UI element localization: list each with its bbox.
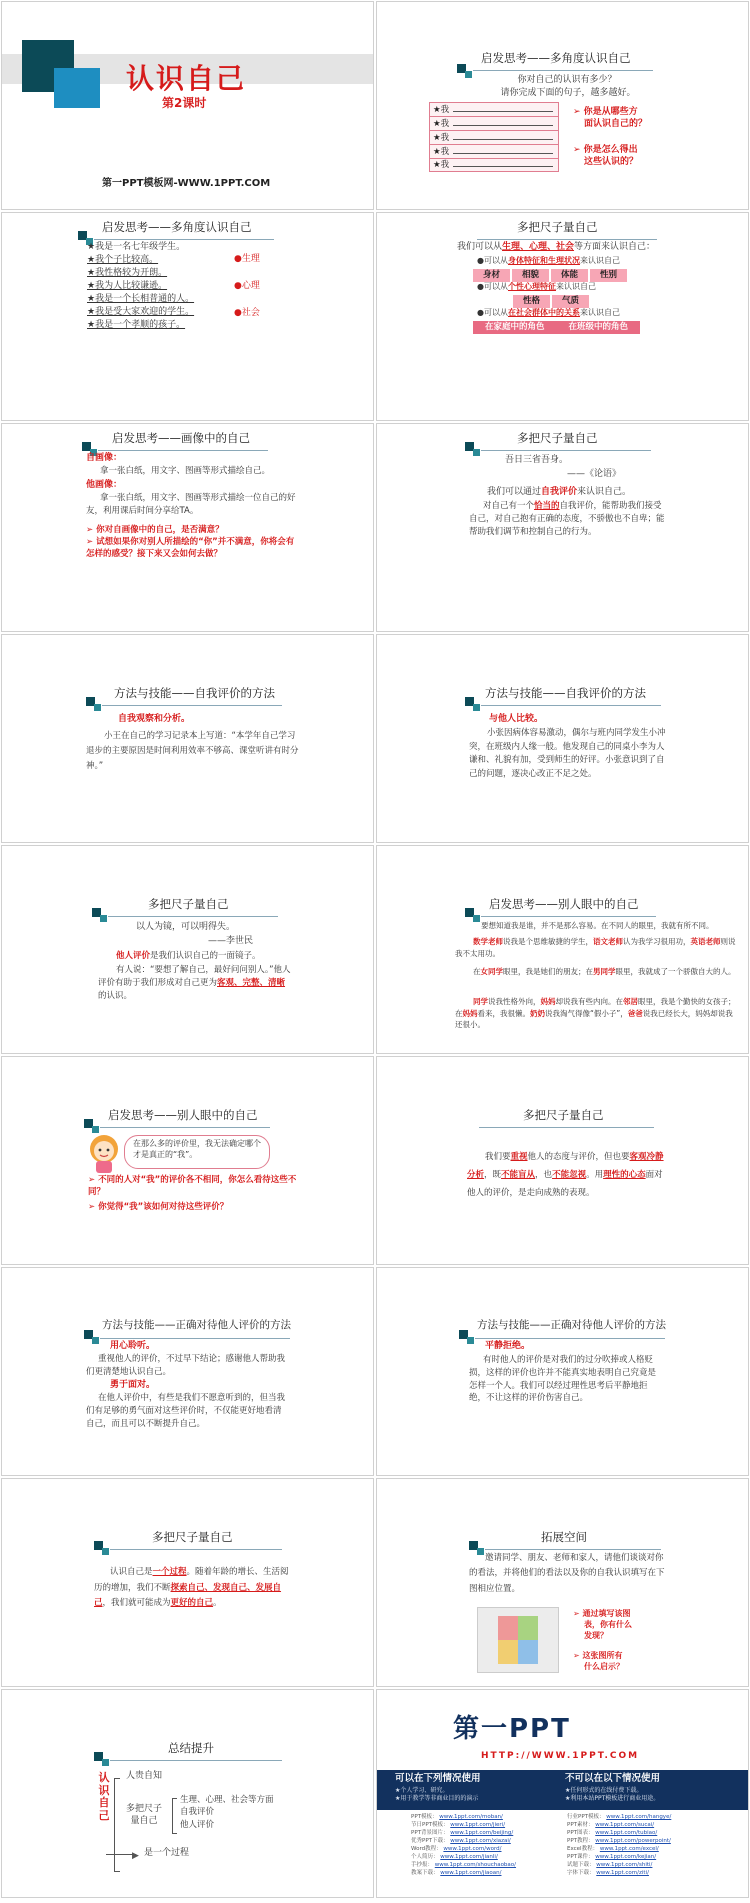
brace-sub bbox=[172, 1798, 177, 1834]
logo-square-blue bbox=[54, 68, 100, 108]
method-title: 与他人比较。 bbox=[489, 714, 544, 724]
slide-method-3[interactable] bbox=[1, 1267, 374, 1476]
heading-rule bbox=[481, 450, 651, 451]
slide-heading: 方法与技能——自我评价的方法 bbox=[114, 686, 275, 700]
process-body: 认识自己是一个过程。随着年龄的增长、生活阅历的增加，我们不断探索自己、发现自己、发展自己，我们就可能成为更好的自己。 bbox=[94, 1567, 289, 1609]
link-row[interactable]: 手抄报： www.1ppt.com/shouchaobao/ bbox=[411, 1861, 517, 1868]
heading-rule bbox=[94, 239, 274, 240]
ask-2: ➢ 你是怎么得出 这些认识的？ bbox=[573, 145, 639, 168]
heading-rule bbox=[108, 916, 278, 917]
lead-line: 我们可以从生理、心理、社会等方面来认识自己： bbox=[457, 242, 656, 252]
box-gender: 性别 bbox=[590, 269, 627, 282]
link-row[interactable]: 字体下载： www.1ppt.com/ziti/ bbox=[567, 1869, 649, 1876]
heading-rule bbox=[110, 1760, 282, 1761]
method-title-1: 用心聆听。 bbox=[110, 1341, 156, 1351]
speech-bubble: 在那么多的评价里，我无法确定哪个才是真正的“我”。 bbox=[124, 1135, 270, 1169]
quote-source: ——《论语》 bbox=[567, 469, 622, 479]
heading-rule bbox=[479, 1127, 654, 1128]
tag-society: ●社会 bbox=[234, 308, 260, 318]
heading-rule bbox=[473, 70, 653, 71]
sentence-row[interactable]: ★我 bbox=[430, 103, 558, 117]
slide-main-title: 认识自己 bbox=[126, 62, 247, 95]
method-body: 小张因病体容易激动，偶尔与班内同学发生小冲突，在班级内人缘一般。他发现自己的同桌小李为人谦和、礼貌有加，受到师生的好评。小张意识到了自己的问题，逐决心改正不足之处。 bbox=[469, 728, 666, 779]
link-row[interactable]: PPT课件： www.1ppt.com/kejian/ bbox=[567, 1853, 657, 1860]
slide-heading: 多把尺子量自己 bbox=[148, 897, 229, 911]
heading-square-small bbox=[100, 915, 107, 922]
cannot-use-title: 不可以在以下情况使用 bbox=[565, 1773, 661, 1784]
ask-2: ➢ 这张图所有 什么启示？ bbox=[573, 1651, 624, 1671]
arrow-icon: ▶ bbox=[132, 1851, 139, 1861]
node-process: 是一个过程 bbox=[144, 1848, 190, 1858]
link-row[interactable]: 教案下载： www.1ppt.com/jiaoan/ bbox=[411, 1869, 502, 1876]
tag-physiology: ●生理 bbox=[234, 254, 260, 264]
box-looks: 相貌 bbox=[512, 269, 549, 282]
slide-heading: 多把尺子量自己 bbox=[152, 1530, 233, 1544]
site-text: 第一PPT模板网-WWW.1PPT.COM bbox=[102, 178, 271, 189]
heading-square-small bbox=[102, 1759, 109, 1766]
question-line-2: 请你完成下面的句子，越多越好。 bbox=[500, 88, 636, 98]
heading-square-small bbox=[92, 1126, 99, 1133]
extension-body: 邀请同学、朋友、老师和家人，请他们谈谈对你的看法，并将他们的看法以及你的自我认识填写在下图相应位置。 bbox=[469, 1553, 665, 1594]
slide-heading: 多把尺子量自己 bbox=[517, 220, 598, 234]
other-eval-line: 他人评价是我们认识自己的一面镜子。 bbox=[116, 951, 261, 961]
quote-source: ——李世民 bbox=[208, 936, 254, 946]
other-eval-body: 有人说：“要想了解自己，最好问问别人。”他人评价有助于我们形成对自己更为客观、完整、清晰的认识。 bbox=[98, 965, 291, 1002]
bullet-social: ●可以从在社会群体中的关系来认识自己 bbox=[477, 308, 620, 317]
heading-rule bbox=[485, 1549, 661, 1550]
heading-rule bbox=[481, 705, 661, 706]
sentence-row[interactable]: ★我 bbox=[430, 145, 558, 159]
self-eval-line: 我们可以通过自我评价来认识自己。 bbox=[487, 487, 632, 497]
link-row[interactable]: PPT背景图片： www.1ppt.com/beijing/ bbox=[411, 1829, 514, 1836]
method-body-1: 重视他人的评价，不过早下结论；感谢他人帮助我们更清楚地认识自己。 bbox=[86, 1354, 286, 1377]
question-1: ➢ 不同的人对“我”的评价各不相同，你怎么看待这些不同？ bbox=[88, 1175, 297, 1197]
slide-heading: 拓展空间 bbox=[541, 1530, 587, 1544]
girl-cartoon-icon bbox=[86, 1133, 122, 1175]
slide-subtitle: 第2课时 bbox=[162, 96, 207, 110]
link-row[interactable]: 节日PPT模板： www.1ppt.com/jieri/ bbox=[411, 1821, 506, 1828]
para-classmates: 在女同学眼里，我是她们的朋友；在男同学眼里，我就成了一个骄傲自大的人。 bbox=[473, 967, 736, 976]
brand-logo: 第一PPT bbox=[453, 1714, 571, 1744]
heading-rule bbox=[475, 1338, 665, 1339]
self-statements: ★我是一名七年级学生。 ★我个子比较高。 ★我性格较为开朗。 ★我为人比较谦逊。 ★我是一个长相普通的人。 ★我是受大家欢迎的学生。 ★我是一个孝顺的孩子。 bbox=[87, 242, 195, 331]
heading-rule bbox=[481, 916, 656, 917]
sentence-row[interactable]: ★我 bbox=[430, 159, 558, 172]
slide-thinking-1[interactable] bbox=[376, 1, 749, 210]
intro: 要想知道我是谁，并不是那么容易。在不同人的眼里，我就有所不同。 bbox=[481, 921, 714, 930]
box-family-role: 在家庭中的角色 bbox=[473, 321, 557, 334]
heading-square-small bbox=[473, 704, 480, 711]
sentence-row[interactable]: ★我 bbox=[430, 131, 558, 145]
method-title: 自我观察和分析。 bbox=[118, 714, 191, 724]
johari-window-image bbox=[477, 1607, 559, 1673]
link-row[interactable]: PPT模板： www.1ppt.com/moban/ bbox=[411, 1814, 503, 1820]
method-title: 平静拒绝。 bbox=[485, 1341, 531, 1351]
box-class-role: 在班级中的角色 bbox=[557, 321, 641, 334]
slide-heading: 方法与技能——正确对待他人评价的方法 bbox=[102, 1319, 291, 1331]
tag-psychology: ●心理 bbox=[234, 281, 260, 291]
heading-square-small bbox=[102, 1548, 109, 1555]
question-1: ➢ 你对自画像中的自己，是否满意？ bbox=[86, 525, 224, 535]
brand-url[interactable]: HTTP://WWW.1PPT.COM bbox=[481, 1751, 640, 1761]
link-row[interactable]: 行业PPT模板： www.1ppt.com/hangye/ bbox=[567, 1814, 672, 1820]
links-right bbox=[567, 1814, 671, 1878]
ask-1: ➢ 通过填写该图 表，你有什么 发现？ bbox=[573, 1609, 632, 1640]
box-temperament: 气质 bbox=[552, 295, 589, 308]
slide-heading: 方法与技能——正确对待他人评价的方法 bbox=[477, 1319, 666, 1331]
heading-square-small bbox=[465, 71, 472, 78]
question-2: ➢ 试想如果你对别人所描绘的“你”并不满意，你将会有怎样的感受？接下来又会如何去做？ bbox=[86, 537, 295, 559]
link-row[interactable]: PPT教程： www.1ppt.com/powerpoint/ bbox=[567, 1837, 671, 1844]
links-left bbox=[411, 1814, 516, 1878]
bullet-physical: ●可以从身体特征和生理状况来认识自己 bbox=[477, 256, 620, 265]
heading-square-small bbox=[94, 704, 101, 711]
slide-heading: 启发思考——别人眼中的自己 bbox=[489, 897, 639, 911]
summary-root: 认识自己 bbox=[98, 1771, 110, 1822]
question-line-1: 你对自己的认识有多少？ bbox=[517, 75, 617, 85]
method-body: 小王在自己的学习记录本上写道：“本学年自己学习退步的主要原因是时间利用效率不够高、课堂听讲有时分神。” bbox=[86, 731, 299, 771]
heading-square-small bbox=[473, 449, 480, 456]
slide-heading: 多把尺子量自己 bbox=[517, 431, 598, 445]
slide-heading: 总结提升 bbox=[168, 1741, 214, 1755]
quote: 吾日三省吾身。 bbox=[505, 455, 569, 465]
box-body: 身材 bbox=[473, 269, 510, 282]
link-row[interactable]: 试题下载： www.1ppt.com/shiti/ bbox=[567, 1861, 653, 1868]
sentence-box bbox=[429, 102, 559, 172]
heading-square-small bbox=[92, 1337, 99, 1344]
usage-band bbox=[377, 1770, 749, 1810]
slide-copyright[interactable] bbox=[376, 1689, 749, 1898]
box-stamina: 体能 bbox=[551, 269, 588, 282]
link-row[interactable]: Word教程： www.1ppt.com/word/ bbox=[411, 1845, 502, 1852]
slide-heading: 启发思考——多角度认识自己 bbox=[481, 51, 631, 65]
method-title-2: 勇于面对。 bbox=[110, 1380, 156, 1390]
slide-heading: 方法与技能——自我评价的方法 bbox=[485, 686, 646, 700]
self-eval-body: 对自己有一个恰当的自我评价，能帮助我们接受自己，对自己抱有正确的态度，不骄傲也不自卑；能帮助我们调节和控制自己的行为。 bbox=[469, 501, 665, 538]
heading-rule bbox=[102, 705, 282, 706]
link-row[interactable]: PPT素材： www.1ppt.com/sucai/ bbox=[567, 1821, 655, 1828]
ask-1: ➢ 你是从哪些方 面认识自己的？ bbox=[573, 107, 648, 130]
slide-heading: 启发思考——别人眼中的自己 bbox=[108, 1108, 258, 1122]
slide-title[interactable] bbox=[1, 1, 374, 210]
slide-summary[interactable] bbox=[1, 1689, 374, 1898]
slide-heading: 多把尺子量自己 bbox=[523, 1108, 604, 1122]
sentence-row[interactable]: ★我 bbox=[430, 117, 558, 131]
slide-rulers-3[interactable] bbox=[1, 845, 374, 1054]
link-row[interactable]: PPT图表： www.1ppt.com/tubiao/ bbox=[567, 1829, 658, 1836]
link-row[interactable]: 优秀PPT下载： www.1ppt.com/xiazai/ bbox=[411, 1837, 511, 1844]
para-family: 同学说我性格外向，妈妈却说我有些内向。在邻居眼里，我是个勤快的女孩子；在妈妈看来，我很懒。奶奶说我淘气得像“假小子”，爸爸说我已经长大，妈妈却说我还很小。 bbox=[455, 997, 736, 1030]
link-row[interactable]: 个人简历： www.1ppt.com/jianli/ bbox=[411, 1853, 498, 1860]
self-portrait-title: 自画像： bbox=[86, 453, 123, 463]
attitude-body: 我们要重视他人的态度与评价，但也要客观冷静分析，既不能盲从，也不能忽视。用理性的心态面对他人的评价，是走向成熟的表现。 bbox=[467, 1152, 664, 1198]
can-use-title: 可以在下列情况使用 bbox=[395, 1773, 481, 1784]
link-row[interactable]: Excel教程： www.1ppt.com/excel/ bbox=[567, 1845, 659, 1852]
slide-others-eyes-1[interactable] bbox=[376, 845, 749, 1054]
slide-rulers-5[interactable] bbox=[1, 1478, 374, 1687]
can-use-items: ★个人学习、研究。 ★用于教学等非商业目的的演示 bbox=[395, 1787, 479, 1803]
slide-rulers-4[interactable] bbox=[376, 1056, 749, 1265]
brace-main bbox=[114, 1778, 120, 1872]
heading-rule bbox=[98, 450, 268, 451]
para-teachers: 数学老师说我是个思维敏捷的学生，语文老师认为我学习很用功，英语老师则说我不太用功。 bbox=[455, 937, 736, 958]
cannot-use-items: ★任何形式的在线付费下载。 ★利用本站PPT模板进行商业用途。 bbox=[565, 1787, 660, 1803]
heading-rule bbox=[110, 1549, 282, 1550]
other-portrait-text: 拿一张白纸，用文字、图画等形式描绘一位自己的好友，利用课后时间分享给TA。 bbox=[86, 493, 296, 517]
quadrant-chart-icon bbox=[478, 1608, 560, 1674]
self-portrait-text: 拿一张白纸，用文字、图画等形式描绘自己。 bbox=[100, 466, 271, 476]
slide-thinking-2[interactable] bbox=[1, 212, 374, 421]
slide-portrait[interactable] bbox=[1, 423, 374, 632]
quote: 以人为镜，可以明得失。 bbox=[136, 922, 236, 932]
slide-method-4[interactable] bbox=[376, 1267, 749, 1476]
box-character: 性格 bbox=[513, 295, 550, 308]
bullet-psych: ●可以从个性心理特征来认识自己 bbox=[477, 282, 596, 291]
slide-method-2[interactable] bbox=[376, 634, 749, 843]
node-rulers: 多把尺子 量自己 bbox=[126, 1804, 163, 1826]
slide-method-1[interactable] bbox=[1, 634, 374, 843]
heading-rule bbox=[100, 1127, 270, 1128]
slide-heading: 启发思考——画像中的自己 bbox=[112, 431, 250, 445]
other-portrait-title: 他画像： bbox=[86, 480, 123, 490]
heading-square-small bbox=[467, 1337, 474, 1344]
slide-extension[interactable] bbox=[376, 1478, 749, 1687]
slide-others-eyes-2[interactable] bbox=[1, 1056, 374, 1265]
heading-rule bbox=[477, 239, 657, 240]
rulers-sub: 生理、心理、社会等方面 自我评价 他人评价 bbox=[180, 1795, 274, 1830]
slide-rulers-2[interactable] bbox=[376, 423, 749, 632]
method-body-2: 在他人评价中，有些是我们不愿意听到的，但当我们有足够的勇气面对这些评价时，不仅能更好地看清自己，而且可以不断提升自己。 bbox=[86, 1393, 286, 1429]
heading-rule bbox=[100, 1338, 290, 1339]
social-boxes bbox=[473, 320, 640, 334]
method-body: 有时他人的评价是对我们的过分吹捧或人格贬损，这样的评价也许并不能真实地表明自己究竟是怎样一个人。我们可以经过理性思考后平静地拒绝，不让这样的评价伤害自己。 bbox=[469, 1355, 657, 1404]
node-know-self: 人贵自知 bbox=[126, 1771, 163, 1781]
question-2: ➢ 你觉得“我”该如何对待这些评价？ bbox=[88, 1202, 229, 1212]
slide-heading: 启发思考——多角度认识自己 bbox=[102, 220, 252, 234]
slide-rulers-1[interactable] bbox=[376, 212, 749, 421]
